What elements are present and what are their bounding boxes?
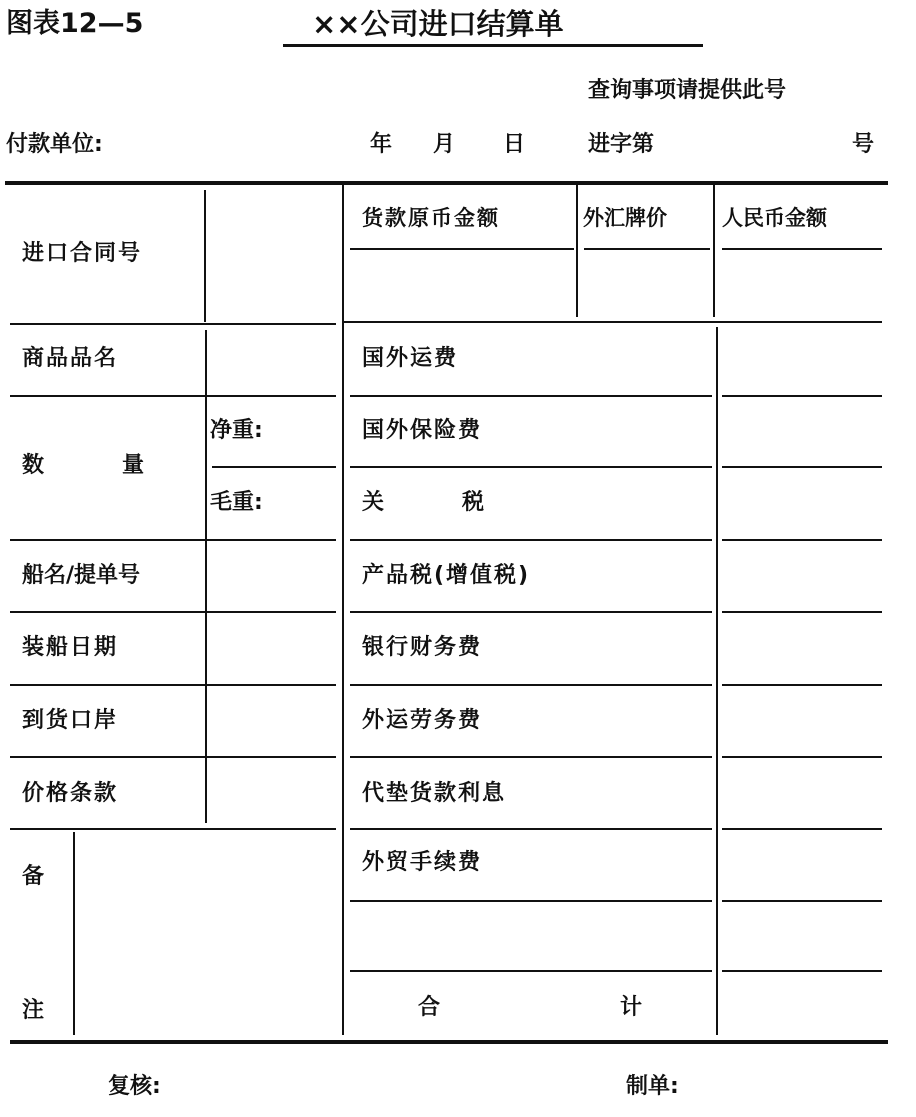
fee-foreign-insurance: 国外保险费 <box>362 418 483 443</box>
label-price-terms: 价格条款 <box>22 781 119 806</box>
fee-bank: 银行财务费 <box>362 635 483 660</box>
number-suffix: 号 <box>852 132 875 157</box>
payer-label: 付款单位: <box>6 132 103 157</box>
header-sub-rule <box>722 248 882 250</box>
label-contract-no: 进口合同号 <box>22 241 143 266</box>
divider-remarks <box>73 832 75 1035</box>
fee-trade-handling: 外贸手续费 <box>362 850 483 875</box>
row-rule <box>10 756 336 758</box>
reviewer-label: 复核: <box>108 1074 161 1099</box>
divider-left-value <box>205 330 207 823</box>
fee-row-rule <box>350 756 712 758</box>
fee-row-rule <box>350 900 712 902</box>
column-header-exchange-rate: 外汇牌价 <box>583 206 667 230</box>
rmb-row-rule <box>722 611 882 613</box>
figure-label: 图表12—5 <box>6 8 144 39</box>
rmb-row-rule <box>722 970 882 972</box>
fee-shipping-service: 外运劳务费 <box>362 708 483 733</box>
header-sub-rule <box>584 248 710 250</box>
label-ship-bl: 船名/提单号 <box>22 563 141 588</box>
rmb-row-rule <box>722 539 882 541</box>
year-label: 年 <box>370 132 393 157</box>
fee-advance-interest: 代垫货款利息 <box>362 781 507 806</box>
fee-row-rule <box>350 684 712 686</box>
query-note: 查询事项请提供此号 <box>588 78 787 103</box>
divider-left-value <box>204 190 206 322</box>
fee-row-rule <box>350 970 712 972</box>
fee-product-tax: 产品税(增值税) <box>362 563 531 588</box>
rmb-row-rule <box>722 684 882 686</box>
rmb-row-rule <box>722 900 882 902</box>
title-underline <box>283 44 703 47</box>
divider-rate-col <box>576 185 578 317</box>
fee-customs-duty: 税 <box>462 490 485 515</box>
row-rule <box>10 684 336 686</box>
label-arrival-port: 到货口岸 <box>22 708 119 733</box>
row-rule <box>10 539 336 541</box>
label-gross-weight: 毛重: <box>210 490 263 515</box>
divider-rmb-col <box>716 327 718 1035</box>
row-rule <box>10 323 336 325</box>
import-word-label: 进字第 <box>588 132 655 157</box>
total-label: 合 <box>418 995 441 1020</box>
preparer-label: 制单: <box>626 1074 679 1099</box>
label-remarks: 备 <box>22 864 45 889</box>
row-rule <box>10 611 336 613</box>
divider-center <box>342 185 344 1035</box>
column-header-original-amount: 货款原币金额 <box>362 206 500 230</box>
rmb-row-rule <box>722 756 882 758</box>
fee-row-rule <box>342 321 882 323</box>
table-top-rule <box>5 181 888 185</box>
rmb-row-rule <box>722 828 882 830</box>
fee-foreign-freight: 国外运费 <box>362 346 459 371</box>
page-title: ××公司进口结算单 <box>312 7 564 41</box>
fee-row-rule <box>350 466 712 468</box>
header-sub-rule <box>350 248 574 250</box>
day-label: 日 <box>503 132 526 157</box>
month-label: 月 <box>433 132 456 157</box>
fee-row-rule <box>350 395 712 397</box>
table-bottom-rule <box>10 1040 888 1044</box>
label-quantity: 数 <box>22 453 45 478</box>
fee-row-rule <box>350 828 712 830</box>
fee-customs-duty: 关 <box>362 490 385 515</box>
fee-row-rule <box>350 611 712 613</box>
row-rule <box>10 395 336 397</box>
fee-row-rule <box>350 539 712 541</box>
label-net-weight: 净重: <box>210 418 263 443</box>
label-shipment-date: 装船日期 <box>22 635 119 660</box>
label-product-name: 商品品名 <box>22 346 119 371</box>
row-rule <box>212 466 336 468</box>
rmb-row-rule <box>722 466 882 468</box>
rmb-row-rule <box>722 395 882 397</box>
total-label: 计 <box>620 995 643 1020</box>
divider-rmb-col <box>713 185 715 317</box>
label-quantity: 量 <box>122 453 145 478</box>
row-rule <box>10 828 336 830</box>
column-header-rmb-amount: 人民币金额 <box>722 206 827 230</box>
label-remarks: 注 <box>22 998 45 1023</box>
